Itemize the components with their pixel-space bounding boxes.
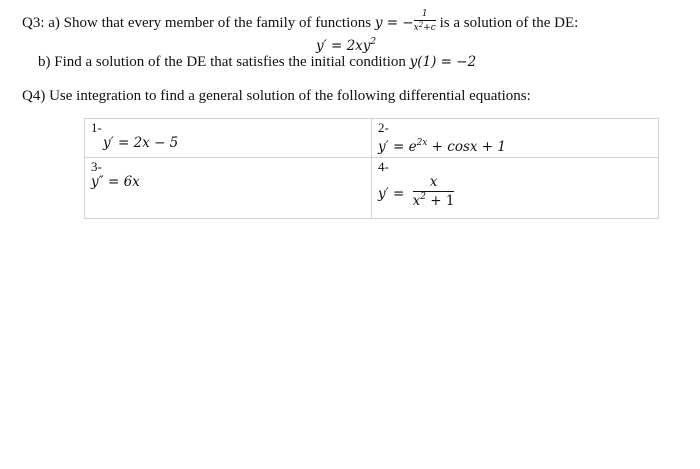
q4-item-4-den-exp: 2 bbox=[420, 191, 426, 202]
q4-item-2-label: 2- bbox=[378, 120, 389, 135]
q4-cell-1 bbox=[85, 119, 372, 158]
q4-item-2-eq-pre: y′ = e bbox=[378, 139, 417, 155]
q4-item-2-eq-post: + cosx + 1 bbox=[427, 139, 506, 155]
q3-differential-equation bbox=[316, 37, 376, 54]
q4-item-4-equation bbox=[378, 174, 652, 210]
q3-part-a bbox=[22, 9, 579, 35]
q3-function-fraction bbox=[414, 10, 436, 33]
table-row bbox=[85, 158, 659, 219]
q4-item-1-equation: y′ = 2x − 5 bbox=[103, 135, 179, 151]
q3-intro-text: Q3: a) Show that every member of the family of functions bbox=[22, 14, 375, 31]
q4-cell-3 bbox=[85, 158, 372, 219]
q4-cell-4 bbox=[372, 158, 659, 219]
q3-de-exp: 2 bbox=[370, 37, 377, 47]
q4-heading: Q4) Use integration to find a general solution of the following differential equations: bbox=[22, 88, 531, 104]
q4-equations-table bbox=[84, 118, 659, 219]
table-row bbox=[85, 119, 659, 158]
q3-function-lhs: y = − bbox=[374, 14, 414, 31]
q4-item-4-den-rest: + 1 bbox=[425, 192, 455, 209]
q3-de-lhs: y′ = 2xy bbox=[316, 38, 371, 54]
q4-item-3-equation: y″ = 6x bbox=[91, 174, 140, 190]
q3-initial-condition: y(1) = −2 bbox=[409, 54, 477, 70]
q3-part-b-text: b) Find a solution of the DE that satisfies the initial condition bbox=[38, 54, 410, 70]
q3-part-b bbox=[38, 54, 476, 71]
q3-fraction-den-base: x bbox=[413, 23, 419, 33]
q4-item-3-label: 3- bbox=[91, 159, 102, 174]
q4-item-4-label: 4- bbox=[378, 159, 389, 174]
q4-item-4-fraction bbox=[413, 176, 455, 208]
q4-item-4-eq-pre: y′ = bbox=[378, 186, 405, 202]
q4-item-4-den-base: x bbox=[412, 192, 421, 209]
q4-item-4-numerator: x bbox=[429, 174, 438, 190]
q3-fraction-den-rest: +c bbox=[423, 23, 436, 33]
q3-tail-text: is a solution of the DE: bbox=[435, 14, 579, 31]
q4-item-2-eq-exp: 2x bbox=[416, 138, 428, 148]
q3-fraction-numerator: 1 bbox=[421, 9, 428, 19]
q3-fraction-den-exp: 2 bbox=[418, 21, 424, 29]
q4-item-2-equation bbox=[378, 135, 652, 155]
q4-cell-2 bbox=[372, 119, 659, 158]
q4-item-1-label: 1- bbox=[91, 120, 102, 135]
